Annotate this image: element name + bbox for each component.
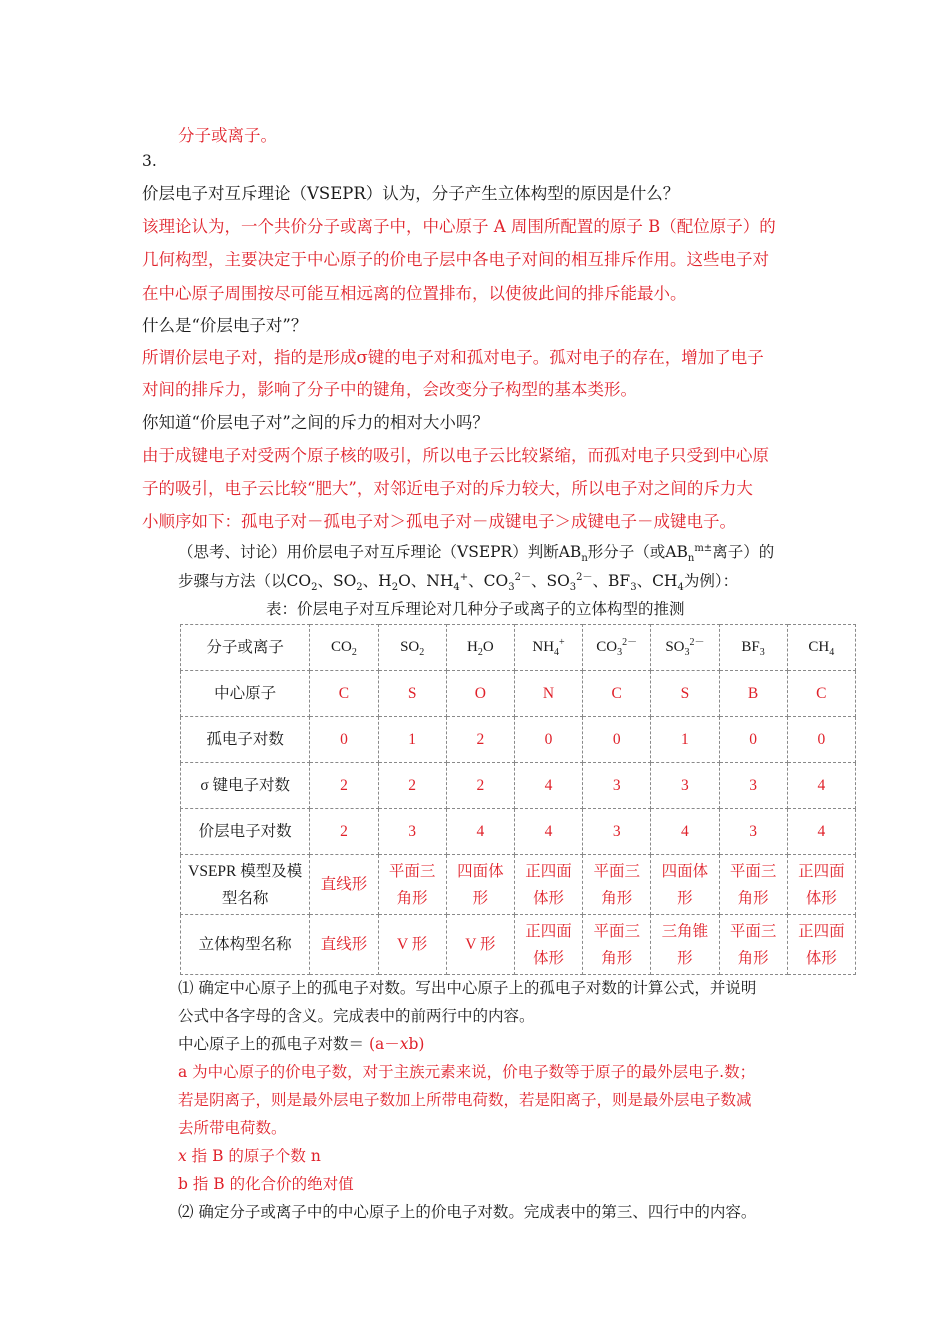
answer-line: 所谓价层电子对，指的是形成σ键的电子对和孤对电子。孤对电子的存在，增加了电子 xyxy=(142,348,764,367)
table-cell: 4 xyxy=(514,809,582,855)
table-cell: 0 xyxy=(514,717,582,763)
row-label: 中心原子 xyxy=(181,671,310,717)
table-cell: 3 xyxy=(378,809,446,855)
table-cell: 0 xyxy=(310,717,378,763)
table-cell: 正四面体形 xyxy=(787,855,855,915)
table-cell: 2 xyxy=(446,717,514,763)
species-cell: $BF_3$ xyxy=(719,625,787,671)
discussion-line: （思考、讨论）用价层电子对互斥理论（VSEPR）判断$AB_n$形分子（或$AB_n^{m\pm}$离子）的 xyxy=(178,542,775,565)
table-row-vsepr-model xyxy=(181,855,856,915)
answer-line: 对间的排斥力，影响了分子中的键角，会改变分子构型的基本类形。 xyxy=(142,380,637,399)
table-cell: 1 xyxy=(378,717,446,763)
table-cell: 四面体形 xyxy=(651,855,719,915)
row-label: σ 键电子对数 xyxy=(181,763,310,809)
table-cell: 4 xyxy=(787,809,855,855)
row-label: 分子或离子 xyxy=(181,625,310,671)
table-cell: 正四面体形 xyxy=(787,915,855,975)
table-cell: V 形 xyxy=(446,915,514,975)
table-cell: C xyxy=(787,671,855,717)
table-cell: 4 xyxy=(514,763,582,809)
table-cell: 正四面体形 xyxy=(514,855,582,915)
table-cell: 3 xyxy=(719,763,787,809)
table-cell: V 形 xyxy=(378,915,446,975)
table-cell: O xyxy=(446,671,514,717)
table-cell: 0 xyxy=(583,717,651,763)
answer-line: 小顺序如下：孤电子对－孤电子对＞孤电子对－成键电子＞成键电子－成键电子。 xyxy=(142,512,736,531)
species-cell: $H_2O$ xyxy=(446,625,514,671)
answer-line: 若是阴离子，则是最外层电子数加上所带电荷数，若是阳离子，则是最外层电子数减 xyxy=(178,1091,752,1109)
species-cell: $NH_4^+$ xyxy=(514,625,582,671)
answer-line: b 指 B 的化合价的绝对值 xyxy=(178,1175,354,1193)
species-cell: $CH_4$ xyxy=(787,625,855,671)
row-label: 孤电子对数 xyxy=(181,717,310,763)
species-cell: $SO_3^{2-}$ xyxy=(651,625,719,671)
table-cell: B xyxy=(719,671,787,717)
table-row-central-atom xyxy=(181,671,856,717)
table-cell: 平面三角形 xyxy=(583,915,651,975)
table-cell: 平面三角形 xyxy=(378,855,446,915)
table-row-valence-pairs xyxy=(181,809,856,855)
table-cell: 直线形 xyxy=(310,915,378,975)
table-cell: 平面三角形 xyxy=(583,855,651,915)
table-caption: 表：价层电子对互斥理论对几种分子或离子的立体构型的推测 xyxy=(266,600,685,618)
answer-line: a 为中心原子的价电子数，对于主族元素来说，价电子数等于原子的最外层电子.数； xyxy=(178,1063,756,1081)
question-heading: 你知道“价层电子对”之间的斥力的相对大小吗？ xyxy=(142,413,489,432)
table-cell: N xyxy=(514,671,582,717)
step-heading: ⑵ 确定分子或离子中的中心原子上的价电子对数。完成表中的第三、四行中的内容。 xyxy=(178,1203,757,1221)
row-label: 价层电子对数 xyxy=(181,809,310,855)
table-row-lone-pairs xyxy=(181,717,856,763)
table-cell: 2 xyxy=(310,809,378,855)
table-cell: C xyxy=(583,671,651,717)
table-cell: 3 xyxy=(583,763,651,809)
table-cell: 正四面体形 xyxy=(514,915,582,975)
table-cell: 0 xyxy=(787,717,855,763)
table-cell: 直线形 xyxy=(310,855,378,915)
table-cell: 四面体形 xyxy=(446,855,514,915)
question-heading: 什么是“价层电子对”？ xyxy=(142,316,308,335)
table-cell: 平面三角形 xyxy=(719,855,787,915)
species-cell: $SO_2$ xyxy=(378,625,446,671)
answer-line: 由于成键电子对受两个原子核的吸引，所以电子云比较紧缩，而孤对电子只受到中心原 xyxy=(142,446,769,465)
table-row-sigma-pairs xyxy=(181,763,856,809)
table-cell: 1 xyxy=(651,717,719,763)
species-cell: $CO_3^{2-}$ xyxy=(583,625,651,671)
text-line: 公式中各字母的含义。完成表中的前两行中的内容。 xyxy=(178,1007,535,1025)
table-cell: 2 xyxy=(446,763,514,809)
section-number: 3. xyxy=(142,152,157,170)
question-heading: 价层电子对互斥理论（VSEPR）认为，分子产生立体构型的原因是什么？ xyxy=(142,184,680,203)
table-row-species xyxy=(181,625,856,671)
table-cell: 三角锥形 xyxy=(651,915,719,975)
table-cell: C xyxy=(310,671,378,717)
answer-line: 去所带电荷数。 xyxy=(178,1119,287,1137)
table-cell: 4 xyxy=(787,763,855,809)
table-row-geometry xyxy=(181,915,856,975)
step-heading: ⑴ 确定中心原子上的孤电子对数。写出中心原子上的孤电子对数的计算公式，并说明 xyxy=(178,979,757,997)
table-cell: 3 xyxy=(651,763,719,809)
answer-line: 几何构型，主要决定于中心原子的价电子层中各电子对间的相互排斥作用。这些电子对 xyxy=(142,250,769,269)
table-cell: 2 xyxy=(378,763,446,809)
formula-line: 中心原子上的孤电子对数＝ (a－xb) xyxy=(178,1035,425,1053)
table-cell: 4 xyxy=(651,809,719,855)
text-line: 分子或离子。 xyxy=(178,126,277,145)
table-cell: 0 xyxy=(719,717,787,763)
species-cell: $CO_2$ xyxy=(310,625,378,671)
row-label: 立体构型名称 xyxy=(181,915,310,975)
table-cell: 平面三角形 xyxy=(719,915,787,975)
table-cell: 3 xyxy=(719,809,787,855)
discussion-line: 步骤与方法（以$CO_2$、$SO_2$、$H_2O$、$NH_4^+$、$CO_3^{2-}$、$SO_3^{2-}$、$BF_3$、$CH_4$为例）： xyxy=(178,571,739,594)
answer-line: x 指 B 的原子个数 n xyxy=(178,1147,321,1165)
table-cell: 3 xyxy=(583,809,651,855)
vsepr-table xyxy=(180,624,856,975)
row-label: VSEPR 模型及模型名称 xyxy=(181,855,310,915)
table-cell: 4 xyxy=(446,809,514,855)
answer-line: 子的吸引，电子云比较“肥大”，对邻近电子对的斥力较大，所以电子对之间的斥力大 xyxy=(142,479,753,498)
answer-line: 在中心原子周围按尽可能互相远离的位置排布，以使彼此间的排斥能最小。 xyxy=(142,284,687,303)
table-cell: 2 xyxy=(310,763,378,809)
table-cell: S xyxy=(378,671,446,717)
table-cell: S xyxy=(651,671,719,717)
answer-line: 该理论认为，一个共价分子或离子中，中心原子 A 周围所配置的原子 B（配位原子）的 xyxy=(142,217,776,236)
